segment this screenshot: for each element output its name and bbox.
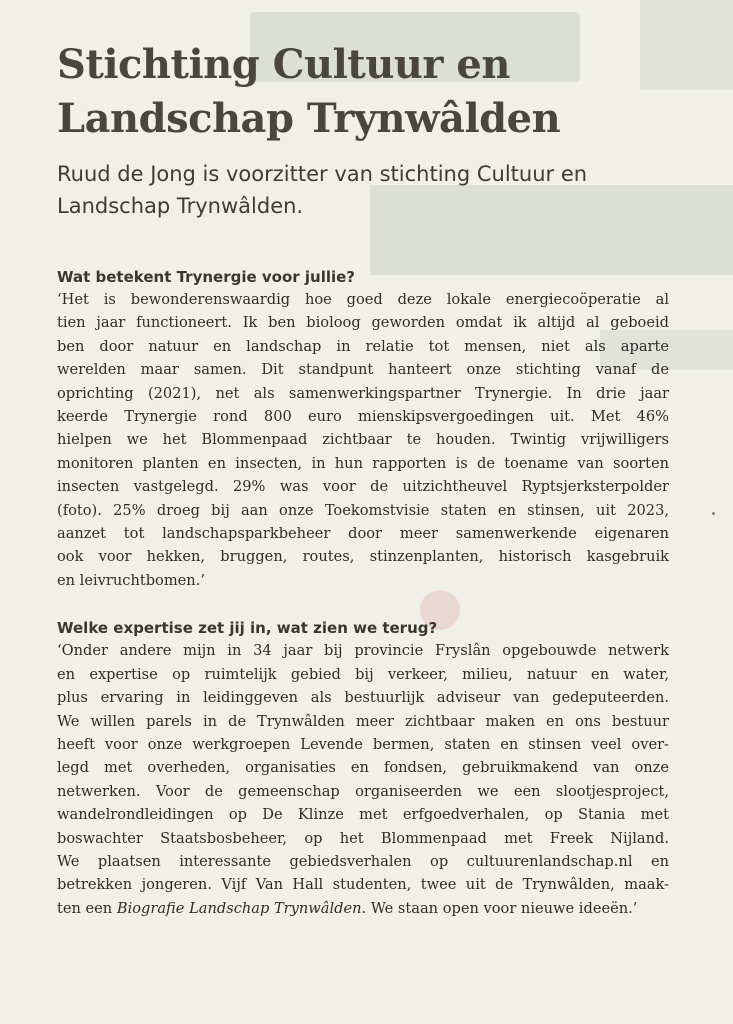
answer-line: We plaatsen interessante gebiedsverhalen op cultuurenlandschap.nl en (57, 852, 669, 870)
answer-text (57, 639, 669, 920)
answer-line: ‘Het is bewonderenswaardig hoe goed deze lokale energiecoöperatie al (57, 291, 669, 308)
article-intro: Ruud de Jong is voorzitter van stichting Cultuur en Landschap Trynwâlden. (57, 162, 588, 218)
question-heading: Welke expertise zet jij in, wat zien we terug? (57, 619, 438, 638)
answer-line: aanzet tot landschapsparkbeheer door meer samenwerkende eigenaren (57, 525, 669, 543)
paper-speck (712, 512, 715, 515)
book-title: Biografie Landschap Trynwâlden (116, 899, 362, 917)
interview-section-1 (57, 266, 669, 592)
answer-line: plus ervaring in leidinggeven als bestuurlijk adviseur van gedeputeerden. (57, 689, 669, 707)
answer-line: ook voor hekken, bruggen, routes, stinzenplanten, historisch kasgebruik (57, 548, 669, 566)
answer-line: oprichting (2021), net als samenwerkingspartner Trynergie. In drie jaar (57, 384, 669, 402)
answer-line-prefix: ten een (57, 899, 117, 917)
answer-line: legd met overheden, organisaties en fondsen, gebruikmakend van onze (57, 759, 669, 777)
answer-line (57, 897, 669, 920)
article (57, 38, 669, 920)
answer-line: netwerken. Voor de gemeenschap organiseerden we een slootjesproject, (57, 782, 669, 800)
answer-line: ‘Onder andere mijn in 34 jaar bij provincie Fryslân opgebouwde netwerk (57, 642, 669, 660)
answer-line: We willen parels in de Trynwâlden meer zichtbaar maken en ons bestuur (57, 712, 669, 730)
answer-line: boswachter Staatsbosbeheer, op het Blommenpaad met Freek Nijland. (57, 829, 669, 847)
answer-text (57, 288, 669, 592)
article-title: Stichting Cultuur en Landschap Trynwâlden (57, 41, 561, 142)
answer-line: monitoren planten en insecten, in hun rapporten is de toename van soorten (57, 454, 669, 472)
answer-line: insecten vastgelegd. 29% was voor de uitzichtheuvel Ryptsjerksterpolder (57, 478, 669, 496)
answer-line: betrekken jongeren. Vijf Van Hall studenten, twee uit de Trynwâlden, maak- (57, 876, 669, 894)
answer-line-suffix: . We staan open voor nieuwe ideeën.’ (361, 899, 638, 917)
answer-line: werelden maar samen. Dit standpunt hanteert onze stichting vanaf de (57, 361, 669, 379)
interview-section-2 (57, 617, 669, 920)
answer-line: heeft voor onze werkgroepen Levende bermen, staten en stinsen veel over- (57, 735, 669, 753)
answer-line: en expertise op ruimtelijk gebied bij verkeer, milieu, natuur en water, (57, 665, 669, 683)
answer-line: wandelrondleidingen op De Klinze met erfgoedverhalen, op Stania met (57, 806, 669, 824)
answer-line: tien jaar functioneert. Ik ben bioloog geworden omdat ik altijd al geboeid (57, 314, 669, 332)
answer-line: keerde Trynergie rond 800 euro mienskipsvergoedingen uit. Met 46% (57, 408, 669, 426)
answer-line: (foto). 25% droeg bij aan onze Toekomstvisie staten en stinsen, uit 2023, (57, 501, 669, 519)
answer-line: hielpen we het Blommenpaad zichtbaar te houden. Twintig vrijwilligers (57, 431, 669, 449)
answer-line: en leivruchtbomen.’ (57, 571, 205, 589)
answer-line: ben door natuur en landschap in relatie tot mensen, niet als aparte (57, 337, 669, 355)
question-heading: Wat betekent Trynergie voor jullie? (57, 268, 356, 286)
